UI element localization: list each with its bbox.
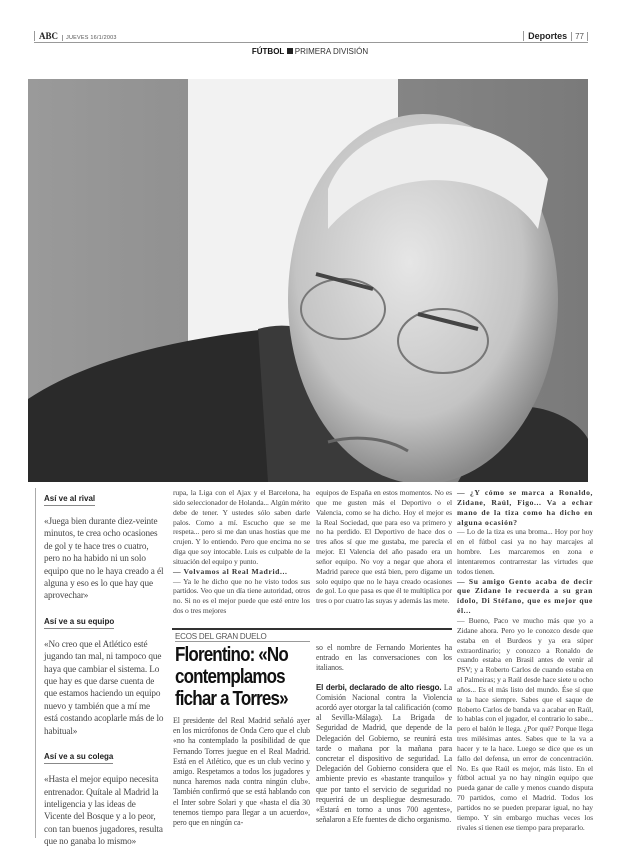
story-column-1 <box>173 716 310 828</box>
brand-logo: ABC <box>34 31 62 41</box>
quote-text: «Hasta el mejor equipo necesita entrenador. Quítale al Madrid la inteligencia y las ideas de Vicente del Bosque y a lo peor, con tan buenos jugadores, resulta que no ganaba lo mismo» <box>44 774 163 847</box>
paragraph: rupa, la Liga con el Ajax y el Barcelona, ha sido seleccionador de Holanda... Algún mérito debe de tener. Y ustedes sólo saben darle palos. Como a mí. Escucho que se me respeta... pero si me dan unas hostias que me crujen. Y lo entiendo. Pero que encima no se diga que soy intocable. Luis es culpable de la situación del equipo y punto. <box>173 488 310 566</box>
portrait-photo <box>28 79 588 482</box>
question: — Volvamos al Real Madrid... <box>173 566 288 576</box>
paragraph: — Ya le he dicho que no he visto todos sus partidos. Veo que un día tiene autoridad, otros no. Si no es el mejor puede que esté entre los dos o tres mejores <box>173 576 310 616</box>
quote-title: Así ve a su equipo <box>44 617 114 629</box>
page-number: 77 <box>571 32 588 41</box>
story-eyebrow: ECOS DEL GRAN DUELO <box>175 632 310 642</box>
quote-title: Así ve al rival <box>44 494 95 506</box>
kicker-rest: PRIMERA DIVISIÓN <box>294 47 369 56</box>
quote-text: «Juega bien durante diez-veinte minutos, te crea ocho ocasiones de gol y te hace tres o cuatro, pero no ha habido ni un solo equipo que no le haya creado a él alguna y eso es lo que hay que aprovechar» <box>44 516 164 601</box>
kicker-bold: FÚTBOL <box>251 47 285 56</box>
question: — Su amigo Gento acaba de decir que Zidane le recuerda a su gran ídolo, Di Stéfano, que es mejor que él... <box>457 576 593 616</box>
paragraph: so el nombre de Fernando Morientes ha entrado en las conversaciones con los italianos. <box>316 643 452 673</box>
issue-date: JUEVES 16/1/2003 <box>62 35 117 41</box>
interview-column-3 <box>457 488 593 833</box>
square-bullet-icon <box>287 48 293 54</box>
interview-column-1 <box>173 488 310 616</box>
quote-title: Así ve a su colega <box>44 752 113 764</box>
section-name: Deportes <box>523 31 571 41</box>
paragraph: La Comisión Nacional contra la Violencia acordó ayer otorgar la tal calificación (como al Sevilla-Málaga). La Brigada de Seguridad de Madrid, que depende de la Delegación del Gobierno, se reunirá esta tarde o mañana por la mañana para concretar el dispositivo de seguridad. La Delegación del Gobierno considera que el ambiente previo es «bastante tranquilo» y que por tanto el servicio de seguridad no requerirá de un despliegue desmesurado. «Estará en torno a unos 700 agentes», señalaron a Efe fuentes de dicho organismo. <box>316 682 453 825</box>
quote-text: «No creo que el Atlético esté jugando tan mal, ni tampoco que haya que cambiar el sistema. Lo que hay es que darse cuenta de que estamos haciendo un equipo nuevo y también que a mí me está costando acoplarle más de lo habitual» <box>44 638 164 736</box>
paragraph-lead: El derbi, declarado de alto riesgo. <box>316 682 442 692</box>
question: — ¿Y cómo se marca a Ronaldo, Zidane, Raúl, Figo... Va a echar mano de la tiza como ha dicho en alguna ocasión? <box>457 488 593 527</box>
page-header <box>34 31 588 43</box>
section-divider <box>172 628 452 630</box>
paragraph: — Lo de la tiza es una broma... Hoy por hoy en el fútbol casi ya no hay marcajes al hombre. Les marcaremos en zona e intentaremos contrarrestar las virtudes que todos tienen. <box>457 527 593 576</box>
quote-sidebar <box>35 488 165 847</box>
section-kicker <box>0 47 620 56</box>
interview-column-2 <box>316 488 452 606</box>
paragraph: — Bueno, Paco ve mucho más que yo a Zidane ahora. Pero yo le conozco desde que estaba en el Burdeos y ya era súper extraordinario; y conozco a Ronaldo de cuando estaba en Brasil antes de venir al PSV; y a Roberto Carlos de cuando estaba en el Palmeiras; y a Raúl desde hace siete u ocho años... Es el más listo del mundo. Ése sí que te la hace siempre. Sabes que el saque de Roberto Carlos de banda va a acabar en Raúl, lo hablas con el jugador, el contrario lo sabe... pero el balón le llega. ¿Por qué? Porque llega tres milésimas antes. Sabes que te la va a hacer y te la hace. Luego se dice que es un fallo del defensa, un error de concentración. No. Es que Raúl es mejor, más listo. En el fútbol actual ya no hay ningún equipo que pueda ganar de calle y menos cuando disputa 70 partidos, como el Madrid. Todos los partidos no se pueden preparar igual, no hay tiempo. Y sin embargo muchas veces los rivales sí tienen ese tiempo para prepararlo. <box>457 615 593 832</box>
story-column-2 <box>316 643 452 825</box>
story-headline: Florentino: «No contemplamos fichar a Torres» <box>175 644 288 710</box>
paragraph: equipos de España en estos momentos. No es que me gusten más el Deportivo o el Valencia, como se ha dicho. Hoy el mejor es la Real Sociedad, que para eso va primero y no ha perdido. El Deportivo de hace dos o tres años sí que me gustaba, me parecía el mejor. El Valencia del año pasado era un señor equipo. No voy a negar que ahora el Madrid parece que está bien, pero dígame un solo equipo que no le haya creado ocasiones de gol. Lo que pasa es que él te multiplica por tres o por cuatro las suyas y además las mete. <box>316 488 452 606</box>
paragraph: El presidente del Real Madrid señaló ayer en los micrófonos de Onda Cero que el club «no ha contemplado la posibilidad de que Fernando Torres juegue en el Real Madrid. Está en el Atlético, que es un club vecino y amigo. Respetamos a todos los jugadores y nunca haremos nada contra ningún club». También confirmó que se está hablando con el Inter sobre Solari y que «hasta el día 30 tenemos tiempo para llegar a un acuerdo», pero que en ningún ca- <box>173 716 310 828</box>
